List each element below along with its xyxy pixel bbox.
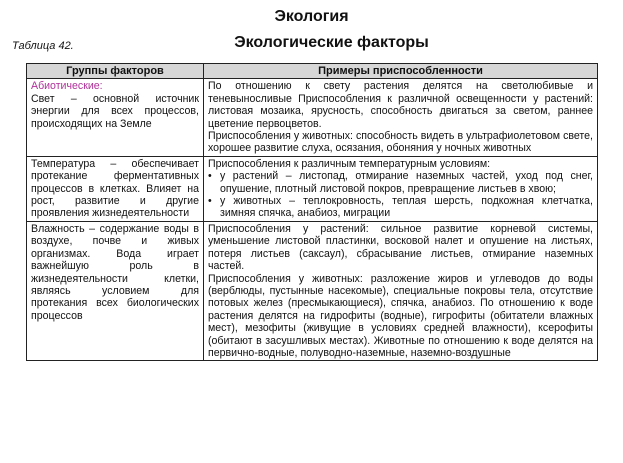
table-row-light bbox=[27, 79, 598, 156]
table-caption: Таблица 42. bbox=[12, 40, 74, 52]
factor-cell-light bbox=[27, 79, 204, 156]
table-header-row bbox=[27, 64, 598, 79]
ecological-factors-table bbox=[26, 63, 598, 361]
temperature-animals-bullet: у животных – теплокровность, теплая шерсть, подкожная клетчатка, зимняя спячка, анабиоз, миграции bbox=[220, 195, 593, 220]
light-animals-paragraph: Приспособления у животных: способность видеть в ультрафиолетовом свете, хорошее развитие слуха, осязания, обоняния у ночных животных bbox=[208, 130, 593, 155]
section-title: Экологические факторы bbox=[234, 34, 429, 51]
bullet-icon: • bbox=[208, 195, 212, 208]
humidity-plants-paragraph: Приспособления у растений: сильное развитие корневой системы, уменьшение листовой пластинки, восковой налет и опушение на листьях, потеря листьев (саксаул), сбрасывание листьев, отмирание наземных частей. bbox=[208, 222, 593, 273]
examples-cell-humidity bbox=[204, 221, 598, 360]
bullet-icon: • bbox=[208, 170, 212, 183]
factor-text-light: Свет – основной источник энергии для всех процессов, происходящих на Земле bbox=[31, 92, 199, 130]
examples-cell-temperature bbox=[204, 156, 598, 221]
temperature-plants-bullet: у растений – листопад, отмирание наземных частей, уход под снег, опушение, плотный листовой покров, превращение листьев в хвою; bbox=[220, 170, 593, 195]
factor-cell-humidity bbox=[27, 221, 204, 360]
table-row-temperature bbox=[27, 156, 598, 221]
table-row-humidity bbox=[27, 221, 598, 360]
factor-text-temperature: Температура – обеспечивает протекание ферментативных процессов в клетках. Влияет на рост, развитие и другие проявления жизнедеятельности bbox=[31, 157, 199, 220]
column-header-examples: Примеры приспособленности bbox=[204, 64, 598, 79]
abiotic-label: Абиотические: bbox=[31, 80, 103, 93]
column-header-groups: Группы факторов bbox=[27, 64, 204, 79]
temperature-intro: Приспособления к различным температурным условиям: bbox=[208, 157, 491, 170]
examples-cell-light bbox=[204, 79, 598, 156]
factor-text-humidity: Влажность – содержание воды в воздухе, почве и живых организмах. Вода играет важнейшую роль в жизнедеятельности клетки, являясь условием для протекания всех биологических процессов bbox=[31, 222, 199, 322]
list-item bbox=[208, 170, 593, 195]
page-title: Экология bbox=[274, 8, 349, 25]
list-item bbox=[208, 195, 593, 220]
light-plants-paragraph: По отношению к свету растения делятся на светолюбивые и теневыносливые Приспособления к различной освещенности у растений: листовая мозаика, ярусность, способность двигаться за светом, раннее цветение первоцветов. bbox=[208, 80, 593, 130]
factor-cell-temperature bbox=[27, 156, 204, 221]
humidity-animals-paragraph: Приспособления у животных: разложение жиров и углеводов до воды (верблюды, пустынные насекомые), специальные покровы тела, отсутствие потовых желез (пресмыкающиеся), спячка, анабиоз. По отношению к воде растения делятся на гидрофиты (водные), гигрофиты (обитатели влажных мест), мезофиты (живущие в условиях средней влажности), ксерофиты (обитают в засушливых местах). Животные по отношению к воде делятся на первично-водные, полуводно-наземные, наземно-воздушные bbox=[208, 272, 593, 359]
